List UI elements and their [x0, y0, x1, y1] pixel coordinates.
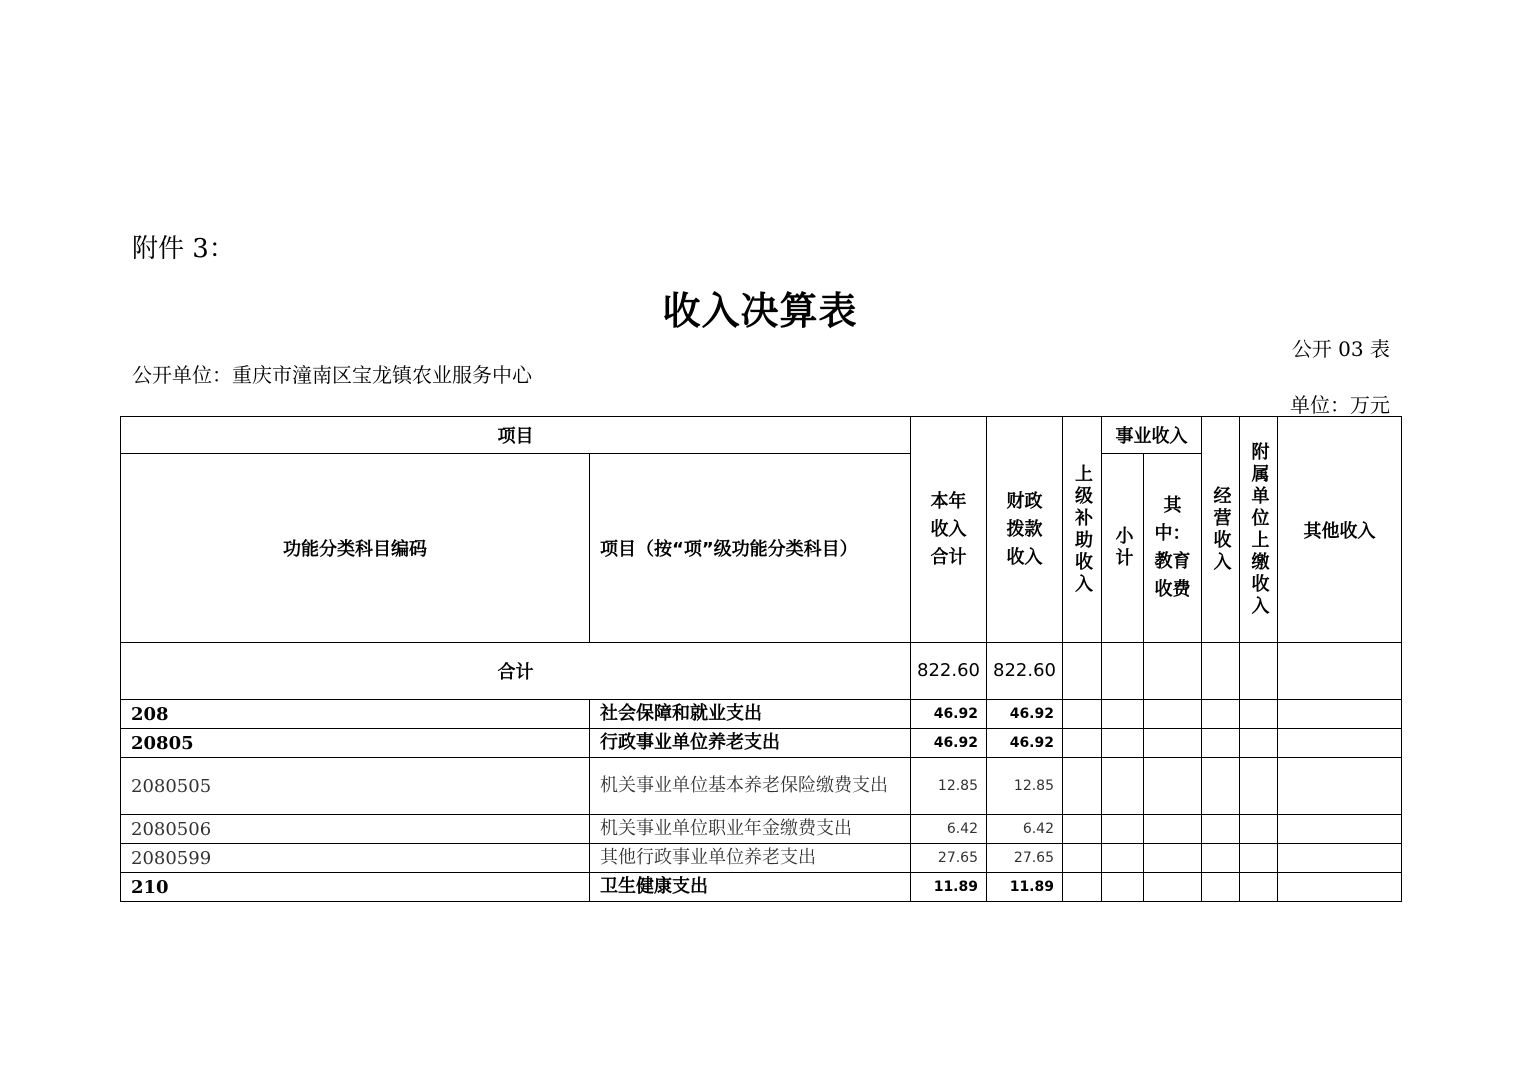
row-name: 机关事业单位基本养老保险缴费支出 — [590, 758, 911, 815]
row-code: 210 — [121, 873, 590, 902]
income-table — [120, 416, 1402, 902]
money-unit: 单位：万元 — [1290, 393, 1390, 417]
row-name: 机关事业单位职业年金缴费支出 — [590, 815, 911, 844]
total-fiscal: 822.60 — [987, 643, 1063, 700]
row-code: 20805 — [121, 729, 590, 758]
row-total: 27.65 — [911, 844, 987, 873]
table-row — [121, 844, 1402, 873]
row-fiscal: 27.65 — [987, 844, 1063, 873]
header-affiliate: 附属单位上缴收入 — [1240, 417, 1278, 643]
row-name: 其他行政事业单位养老支出 — [590, 844, 911, 873]
header-project: 项目 — [121, 417, 911, 454]
total-sum: 822.60 — [911, 643, 987, 700]
header-operating: 经营收入 — [1202, 417, 1240, 643]
row-fiscal: 46.92 — [987, 700, 1063, 729]
row-total: 46.92 — [911, 700, 987, 729]
table-row — [121, 700, 1402, 729]
row-total: 11.89 — [911, 873, 987, 902]
attachment-label: 附件 3： — [132, 234, 235, 264]
row-fiscal: 12.85 — [987, 758, 1063, 815]
header-total: 本年收入合计 — [911, 417, 987, 643]
table-row — [121, 758, 1402, 815]
header-subtotal: 小计 — [1102, 454, 1144, 643]
row-total: 46.92 — [911, 729, 987, 758]
row-name: 行政事业单位养老支出 — [590, 729, 911, 758]
row-name: 卫生健康支出 — [590, 873, 911, 902]
header-other: 其他收入 — [1278, 417, 1402, 643]
row-code: 208 — [121, 700, 590, 729]
row-fiscal: 11.89 — [987, 873, 1063, 902]
header-fiscal: 财政拨款收入 — [987, 417, 1063, 643]
table-row — [121, 815, 1402, 844]
header-superior: 上级补助收入 — [1063, 417, 1102, 643]
header-code: 功能分类科目编码 — [121, 454, 590, 643]
table-row — [121, 873, 1402, 902]
row-total: 6.42 — [911, 815, 987, 844]
row-total: 12.85 — [911, 758, 987, 815]
row-fiscal: 46.92 — [987, 729, 1063, 758]
header-name: 项目（按“项”级功能分类科目） — [590, 454, 911, 643]
table-row — [121, 729, 1402, 758]
row-fiscal: 6.42 — [987, 815, 1063, 844]
row-name: 社会保障和就业支出 — [590, 700, 911, 729]
header-edu: 其中：教育收费 — [1144, 454, 1202, 643]
row-code: 2080505 — [121, 758, 590, 815]
row-code: 2080506 — [121, 815, 590, 844]
publishing-unit: 公开单位：重庆市潼南区宝龙镇农业服务中心 — [132, 363, 532, 387]
form-number: 公开 03 表 — [1291, 337, 1390, 361]
header-business: 事业收入 — [1102, 417, 1202, 454]
page-title: 收入决算表 — [662, 288, 858, 333]
row-code: 2080599 — [121, 844, 590, 873]
total-label: 合计 — [121, 643, 911, 700]
